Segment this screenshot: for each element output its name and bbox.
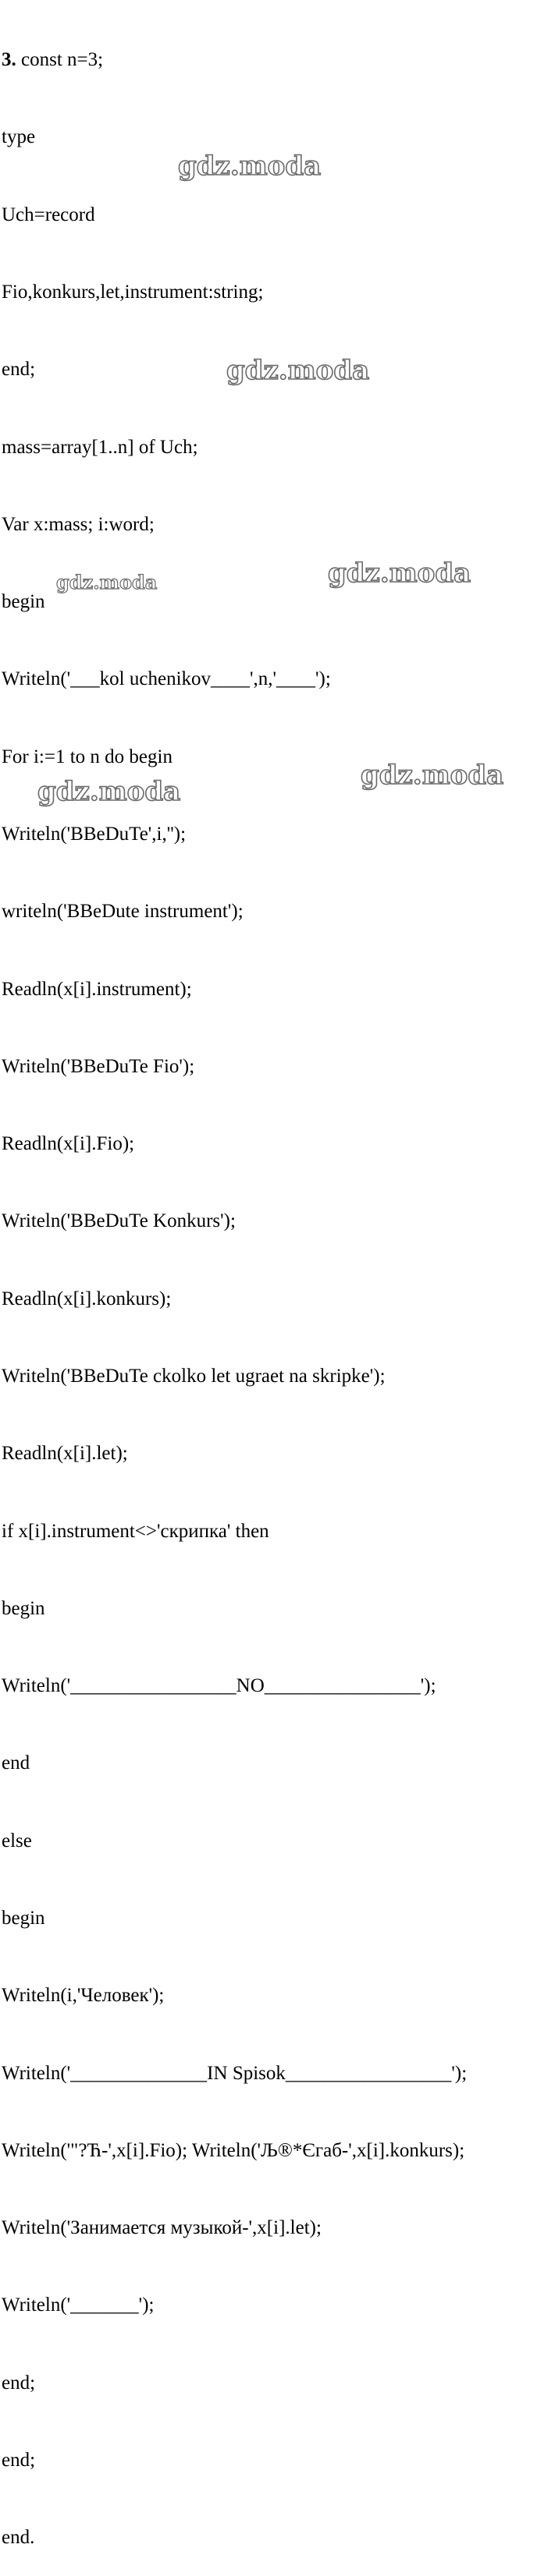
code-line: Writeln('BBeDuTe Fio'); xyxy=(2,1055,195,1077)
code-line: end. xyxy=(2,2527,35,2549)
code-line: Fio,konkurs,let,instrument:string; xyxy=(2,282,264,303)
code-line: Writeln('BBeDuTe Konkurs'); xyxy=(2,1210,236,1232)
code-line: writeln('BBeDute instrument'); xyxy=(2,901,244,923)
code-line: mass=array[1..n] of Uch; xyxy=(2,436,198,458)
code-line: Writeln('Занимается музыкой-',x[i].let); xyxy=(2,2217,322,2239)
code-line: Writeln('"?Ћ-',x[i].Fio); Writeln('Љ®*Єгаб-',x[i].konkurs); xyxy=(2,2139,465,2161)
code-line: begin xyxy=(2,1907,45,1929)
code-line: end; xyxy=(2,359,36,381)
code-line: end xyxy=(2,1752,30,1774)
watermark: gdz.moda xyxy=(328,558,471,589)
code-line: Var x:mass; i:word; xyxy=(2,513,155,535)
problem-number: 3. xyxy=(2,49,16,71)
code-line: Writeln('BBeDuTe',i,''); xyxy=(2,824,187,845)
code-line: begin xyxy=(2,1597,45,1619)
watermark: gdz.moda xyxy=(37,776,181,807)
code-line: begin xyxy=(2,591,45,613)
code-line: Readln(x[i].Fio); xyxy=(2,1133,135,1155)
code-line: Writeln('_______'); xyxy=(2,2294,155,2316)
code-line: For i:=1 to n do begin xyxy=(2,746,172,767)
code-line: end; xyxy=(2,2449,36,2471)
code-line: Uch=record xyxy=(2,204,95,225)
watermark: gdz.moda xyxy=(361,760,504,791)
code-line: Writeln('___kol uchenikov____',n,'____'); xyxy=(2,668,331,690)
code-line: 3. const n=3; xyxy=(2,49,104,71)
code-line: Readln(x[i].let); xyxy=(2,1443,128,1465)
code-line: else xyxy=(2,1830,32,1851)
code-line: if x[i].instrument<>'скрипка' then xyxy=(2,1520,269,1542)
code-line: Writeln('_________________NO________________'); xyxy=(2,1675,436,1697)
watermark: gdz.moda xyxy=(226,355,370,386)
watermark: gdz.moda xyxy=(178,151,322,182)
code-line: Writeln('BBeDuTe ckolko let ugraet na skripke'); xyxy=(2,1365,386,1387)
watermark: gdz.moda xyxy=(56,571,158,594)
code-line: Readln(x[i].konkurs); xyxy=(2,1288,172,1309)
code-line: Writeln('______________IN Spisok_________________'); xyxy=(2,2062,468,2084)
code-line: type xyxy=(2,126,36,148)
code-line: end; xyxy=(2,2372,36,2394)
code-line: Readln(x[i].instrument); xyxy=(2,978,192,1000)
code-listing xyxy=(2,0,467,2576)
code-line: Writeln(i,'Человек'); xyxy=(2,1985,165,2007)
